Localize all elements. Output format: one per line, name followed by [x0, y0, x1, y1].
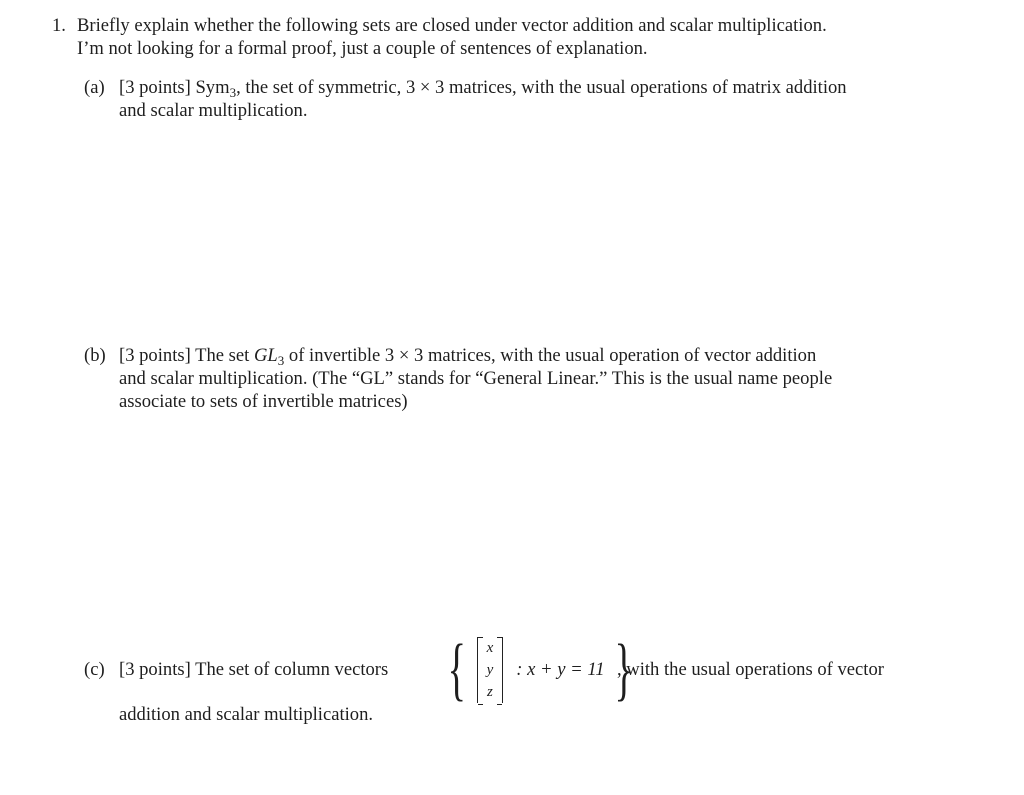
part-a-label: (a)	[84, 77, 105, 98]
part-b-label: (b)	[84, 345, 106, 366]
left-brace: {	[447, 631, 467, 708]
part-a-points: [3 points]	[119, 77, 191, 98]
set-condition: : x + y = 11	[516, 659, 605, 680]
part-b-points: [3 points]	[119, 345, 191, 366]
part-a-sym-subscript: 3	[229, 85, 237, 100]
part-a-line-2: and scalar multiplication.	[119, 100, 308, 121]
part-c-label: (c)	[84, 659, 105, 680]
set-builder-expression	[440, 632, 640, 708]
part-a-line-1-rest: , the set of symmetric, 3 × 3 matrices, with the usual operations of matrix addition	[236, 77, 847, 98]
vector-entry-x: x	[486, 640, 494, 656]
part-b-gl-symbol: GL	[253, 345, 278, 366]
question-intro-line-1: Briefly explain whether the following sets are closed under vector addition and scalar multiplication.	[77, 15, 827, 36]
part-c-text: The set of column vectors	[195, 659, 389, 680]
part-c-points: [3 points]	[119, 659, 191, 680]
part-b-line-1-rest: of invertible 3 × 3 matrices, with the usual operation of vector addition	[284, 345, 817, 366]
vector-entry-y: y	[486, 662, 494, 678]
part-b-gl-subscript: 3	[277, 353, 285, 368]
part-c-line-1-rest: , with the usual operations of vector	[617, 659, 884, 680]
column-vector	[477, 637, 504, 703]
part-c-line-2: addition and scalar multiplication.	[119, 704, 374, 725]
part-b-line-1-start: The set	[195, 345, 254, 366]
right-brace: }	[614, 631, 633, 708]
part-b-line-2: and scalar multiplication. (The “GL” stands for “General Linear.” This is the usual name people	[119, 368, 833, 389]
part-a-sym: Sym	[195, 77, 230, 98]
part-c-line-1-start	[119, 659, 388, 681]
question-intro-line-2: I’m not looking for a formal proof, just a couple of sentences of explanation.	[77, 38, 648, 59]
question-number: 1.	[52, 15, 66, 36]
part-b-line-3: associate to sets of invertible matrices)	[119, 391, 408, 412]
vector-entry-z: z	[487, 684, 493, 700]
